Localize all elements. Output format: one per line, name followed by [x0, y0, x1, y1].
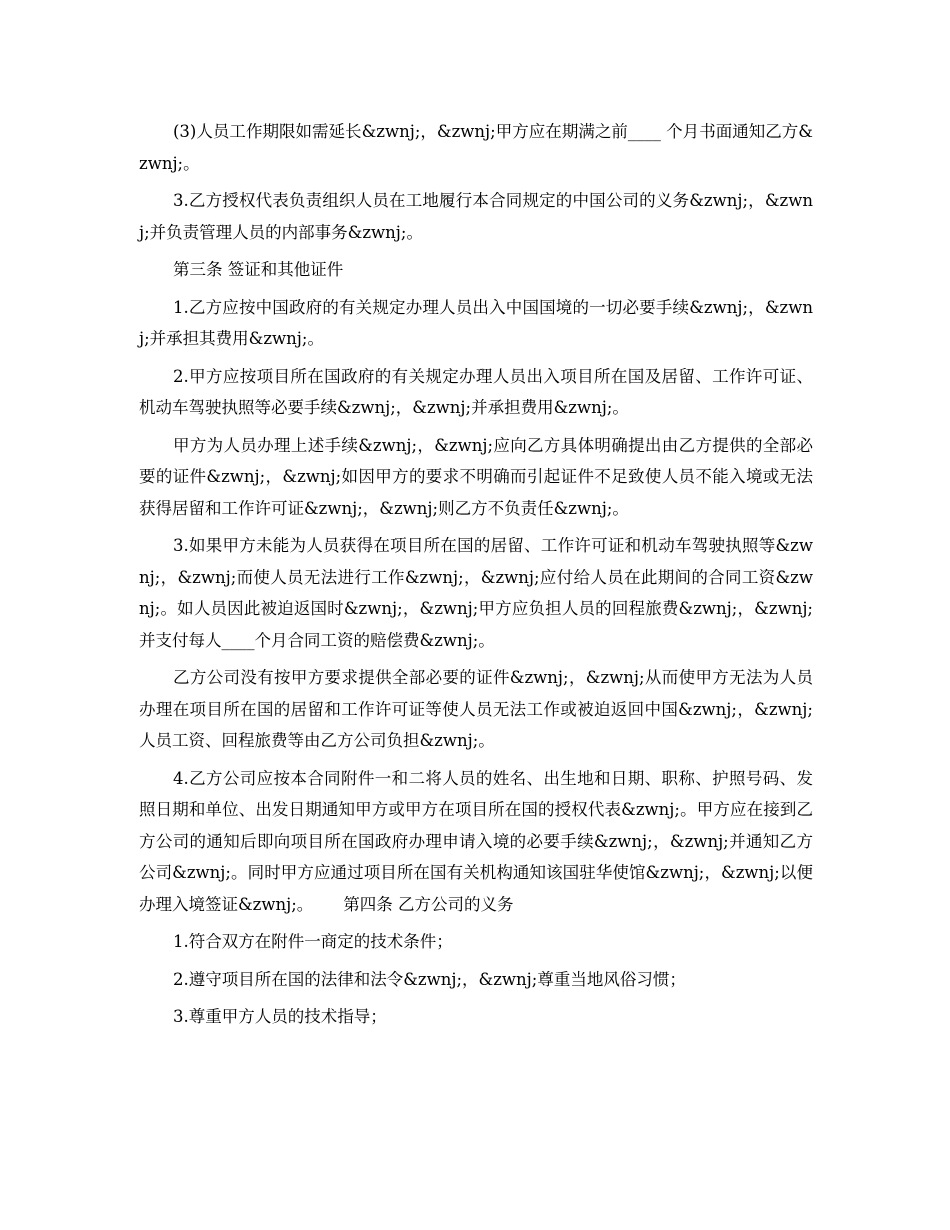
document-body — [139, 116, 813, 1039]
paragraph-residence-permit-procedures: 2.甲方应按项目所在国政府的有关规定办理人员出入项目所在国及居留、工作许可证、机动车驾驶执照等必要手续&zwnj;，&zwnj;并承担费用&zwnj;。 — [139, 366, 813, 417]
article-three-heading: 第三条 签证和其他证件 — [173, 260, 344, 279]
obligation-item-local-laws: 2.遵守项目所在国的法律和法令&zwnj;，&zwnj;尊重当地风俗习惯； — [173, 969, 686, 989]
paragraph-personnel-notification: 4.乙方公司应按本合同附件一和二将人员的姓名、出生地和日期、职称、护照号码、发照日期和单位、出发日期通知甲方或甲方在项目所在国的授权代表&zwnj;。甲方应在接到乙方公司的通知后即向项目所在国政府办理申请入境的必要手续&zwnj;，&zwnj;并通知乙方公司&zwnj;。同时甲方应通过项目所在国有关机构通知该国驻华使馆&zwnj;，&zwnj;以便办理入境签证&zwnj;。 第四条 乙方公司的义务 — [139, 768, 813, 914]
obligation-item-technical-guidance: 3.尊重甲方人员的技术指导； — [173, 1007, 387, 1026]
paragraph-document-failure-liability: 乙方公司没有按甲方要求提供全部必要的证件&zwnj;，&zwnj;从而使甲方无法为人员办理在项目所在国的居留和工作许可证等使人员无法工作或被迫返回中国&zwnj;，&zwnj;人员工资、回程旅费等由乙方公司负担&zwnj;。 — [139, 668, 813, 750]
obligation-item-technical-conditions: 1.符合双方在附件一商定的技术条件； — [173, 932, 453, 951]
paragraph-authorized-representative: 3.乙方授权代表负责组织人员在工地履行本合同规定的中国公司的义务&zwnj;，&zwnj;并负责管理人员的内部事务&zwnj;。 — [139, 191, 813, 242]
paragraph-exit-entry-procedures: 1.乙方应按中国政府的有关规定办理人员出入中国国境的一切必要手续&zwnj;，&zwnj;并承担其费用&zwnj;。 — [139, 297, 813, 348]
paragraph-extension-notice: (3)人员工作期限如需延长&zwnj;，&zwnj;甲方应在期满之前____ 个月书面通知乙方&zwnj;。 — [139, 122, 813, 173]
paragraph-permit-failure-compensation: 3.如果甲方未能为人员获得在项目所在国的居留、工作许可证和机动车驾驶执照等&zwnj;，&zwnj;而使人员无法进行工作&zwnj;，&zwnj;应付给人员在此期间的合同工资&zwnj;。如人员因此被迫返国时&zwnj;，&zwnj;甲方应负担人员的回程旅费&zwnj;，&zwnj;并支付每人____个月合同工资的赔偿费&zwnj;。 — [139, 536, 813, 650]
paragraph-required-documents: 甲方为人员办理上述手续&zwnj;，&zwnj;应向乙方具体明确提出由乙方提供的全部必要的证件&zwnj;，&zwnj;如因甲方的要求不明确而引起证件不足致使人员不能入境或无法获得居留和工作许可证&zwnj;，&zwnj;则乙方不负责任&zwnj;。 — [139, 435, 813, 518]
